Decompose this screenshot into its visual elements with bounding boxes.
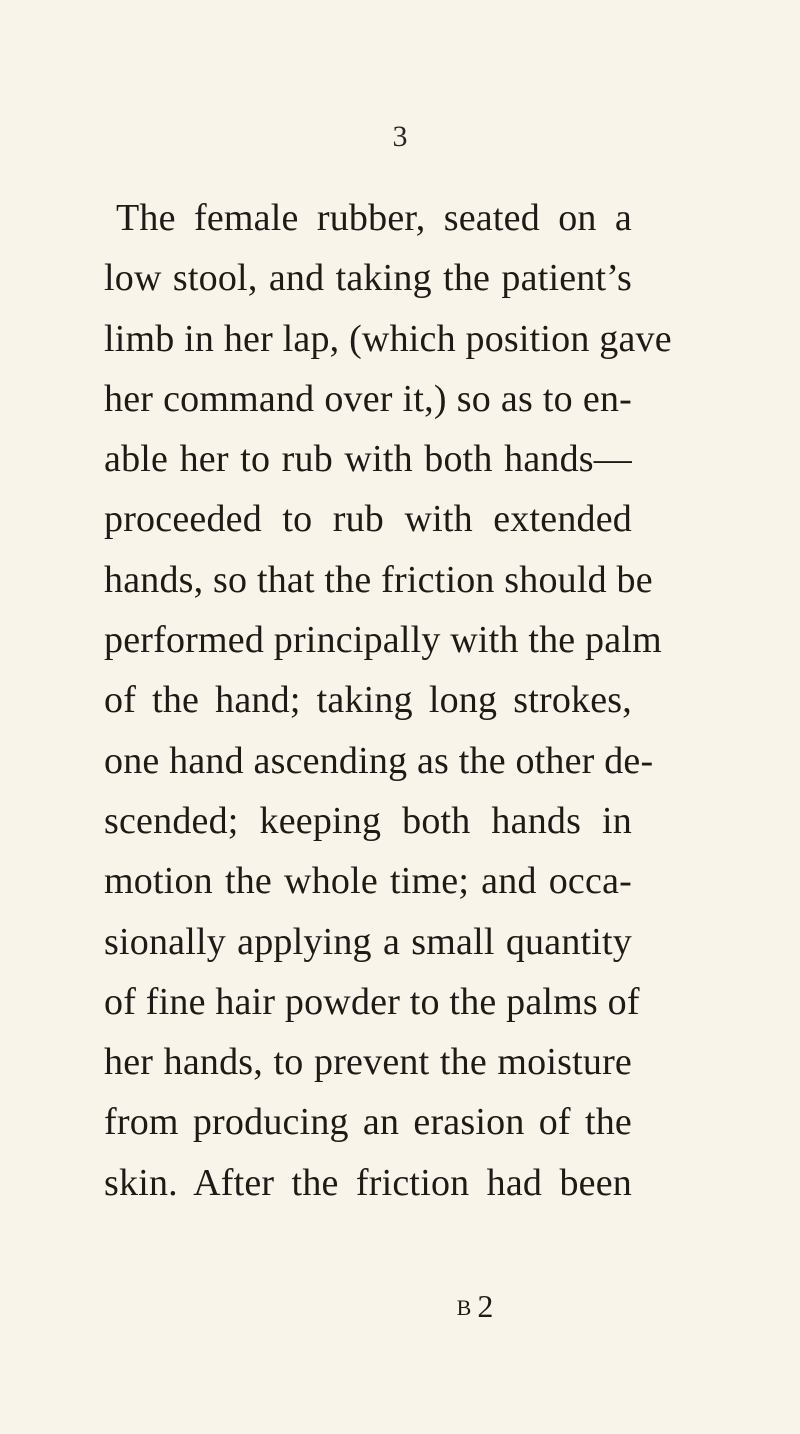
body-text [104, 188, 672, 1213]
page-number: 3 [392, 120, 408, 153]
text-line: from producing an erasion of the [104, 1101, 632, 1144]
text-line: The female rubber, seated on a [116, 197, 632, 239]
text-line: able her to rub with both hands— [104, 438, 632, 481]
signature-mark [0, 1290, 800, 1324]
text-line: of fine hair powder to the palms of [104, 980, 640, 1023]
text-line: of the hand; taking long strokes, [104, 679, 632, 722]
text-line: sionally applying a small quantity [104, 920, 632, 963]
signature-number: 2 [477, 1288, 494, 1324]
signature-letter: B [456, 1295, 472, 1320]
text-line: her command over it,) so as to en- [104, 377, 632, 420]
text-line: low stool, and taking the patient’s [104, 257, 632, 300]
text-line: performed principally with the palm [104, 619, 662, 662]
text-line: scended; keeping both hands in [104, 799, 632, 842]
text-line: hands, so that the friction should be [104, 558, 653, 601]
text-line: proceeded to rub with extended [104, 498, 632, 541]
text-line: her hands, to prevent the moisture [104, 1041, 632, 1084]
text-line: skin. After the friction had been [104, 1161, 632, 1204]
text-line: motion the whole time; and occa- [104, 860, 632, 903]
text-line: limb in her lap, (which position gave [104, 317, 672, 360]
text-line: one hand ascending as the other de- [104, 739, 654, 782]
